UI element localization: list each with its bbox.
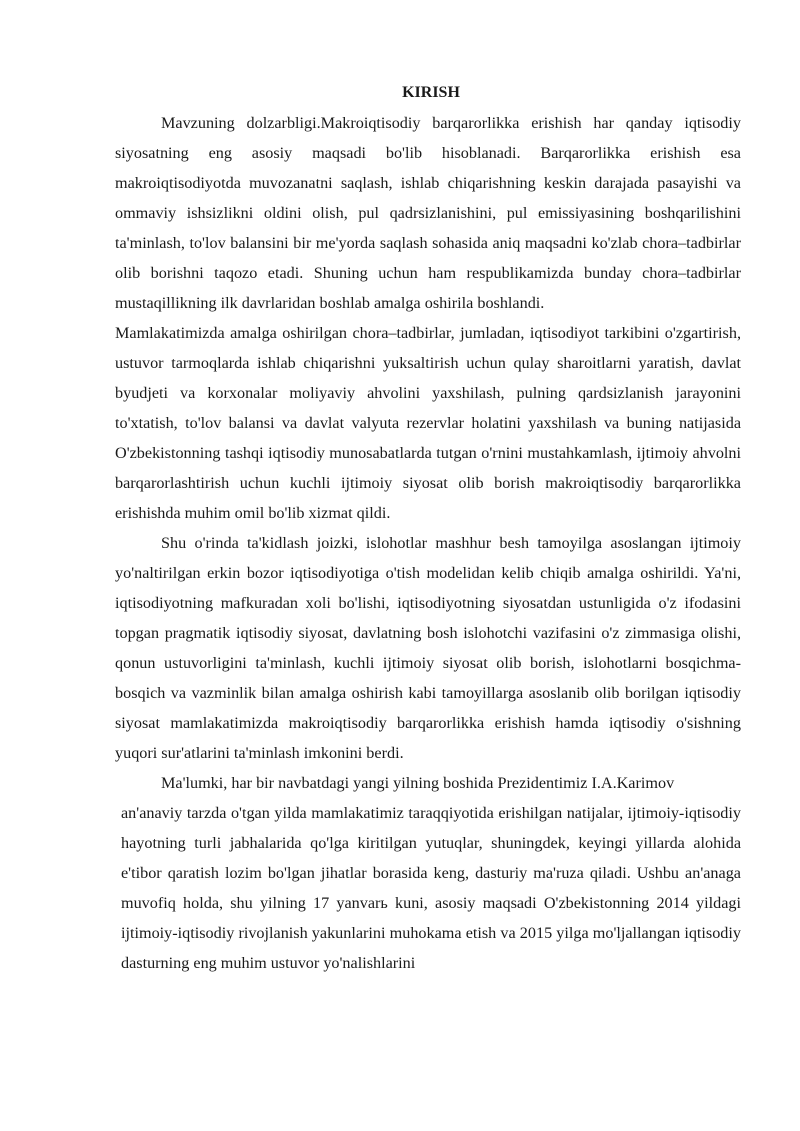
document-title: KIRISH [402, 84, 460, 101]
paragraph-relevance: Mavzuning dolzarbligi.Makroiqtisodiy barqarorlikka erishish har qanday iqtisodiy siyosatning eng asosiy maqsadi bo'lib hisoblanadi. Barqarorlikka erishish esa makroiqtisodiyotda muvozanatni saqlash, ishlab chiqarishning keskin darajada pasayishi va ommaviy ishsizlikni oldini olish, pul qadrsizlanishini, pul emissiyasining boshqarilishini ta'minlash, to'lov balansini bir me'yorda saqlash sohasida aniq maqsadni ko'zlab chora–tadbirlar olib borishni taqozo etadi. Shuning uchun ham respublikamizda bunday chora–tadbirlar mustaqillikning ilk davrlaridan boshlab amalga oshirila boshlandi. [115, 114, 741, 312]
paragraph-measures: Mamlakatimizda amalga oshirilgan chora–tadbirlar, jumladan, iqtisodiyot tarkibini o'zgartirish, ustuvor tarmoqlarda ishlab chiqarishni yuksaltirish uchun qulay sharoitlarni yaratish, davlat byudjeti va korxonalar moliyaviy ahvolini yaxshilash, pulning qardsizlanish jarayonini to'xtatish, to'lov balansi va davlat valyuta rezervlar holatini yaxshilash va buning natijasida O'zbekistonning tashqi iqtisodiy munosabatlarda tutgan o'rnini mustahkamlash, ijtimoiy ahvolni barqarorlashtirish uchun kuchli ijtimoiy siyosat olib borish makroiqtisodiy barqarorlikka erishishda muhim omil bo'lib xizmat qildi. [115, 324, 741, 522]
document-page [115, 82, 741, 978]
paragraph-president-intro: Ma'lumki, har bir navbatdagi yangi yilning boshida Prezidentimiz I.A.Karimov [161, 774, 675, 792]
paragraph-annual-report: an'anaviy tarzda o'tgan yilda mamlakatimiz taraqqiyotida erishilgan natijalar, ijtimoiy-iqtisodiy hayotning turli jabhalarida qo'lga kiritilgan yutuqlar, shuningdek, keyingi yillarda alohida e'tibor qaratish lozim bo'lgan jihatlar borasida keng, dasturiy ma'ruza qiladi. Ushbu an'anaga muvofiq holda, shu yilning 17 yanvarь kuni, asosiy maqsadi O'zbekistonning 2014 yildagi ijtimoiy-iqtisodiy rivojlanish yakunlarini muhokama etish va 2015 yilga mo'ljallangan iqtisodiy dasturning eng muhim ustuvor yo'nalishlarini [121, 804, 741, 972]
paragraph-principles: Shu o'rinda ta'kidlash joizki, islohotlar mashhur besh tamoyilga asoslangan ijtimoiy yo'naltirilgan erkin bozor iqtisodiyotiga o'tish modelidan kelib chiqib amalga oshirildi. Ya'ni, iqtisodiyotning mafkuradan xoli bo'lishi, iqtisodiyotning siyosatdan ustunligida o'z ifodasini topgan pragmatik iqtisodiy siyosat, davlatning bosh islohotchi vazifasini o'z zimmasiga olishi, qonun ustuvorligini ta'minlash, kuchli ijtimoiy siyosat olib borish, islohotlarni bosqichma-bosqich va vazminlik bilan amalga oshirish kabi tamoyillarga asoslanib olib borilgan iqtisodiy siyosat mamlakatimizda makroiqtisodiy barqarorlikka erishish hamda iqtisodiy o'sishning yuqori sur'atlarini ta'minlash imkonini berdi. [115, 534, 741, 762]
